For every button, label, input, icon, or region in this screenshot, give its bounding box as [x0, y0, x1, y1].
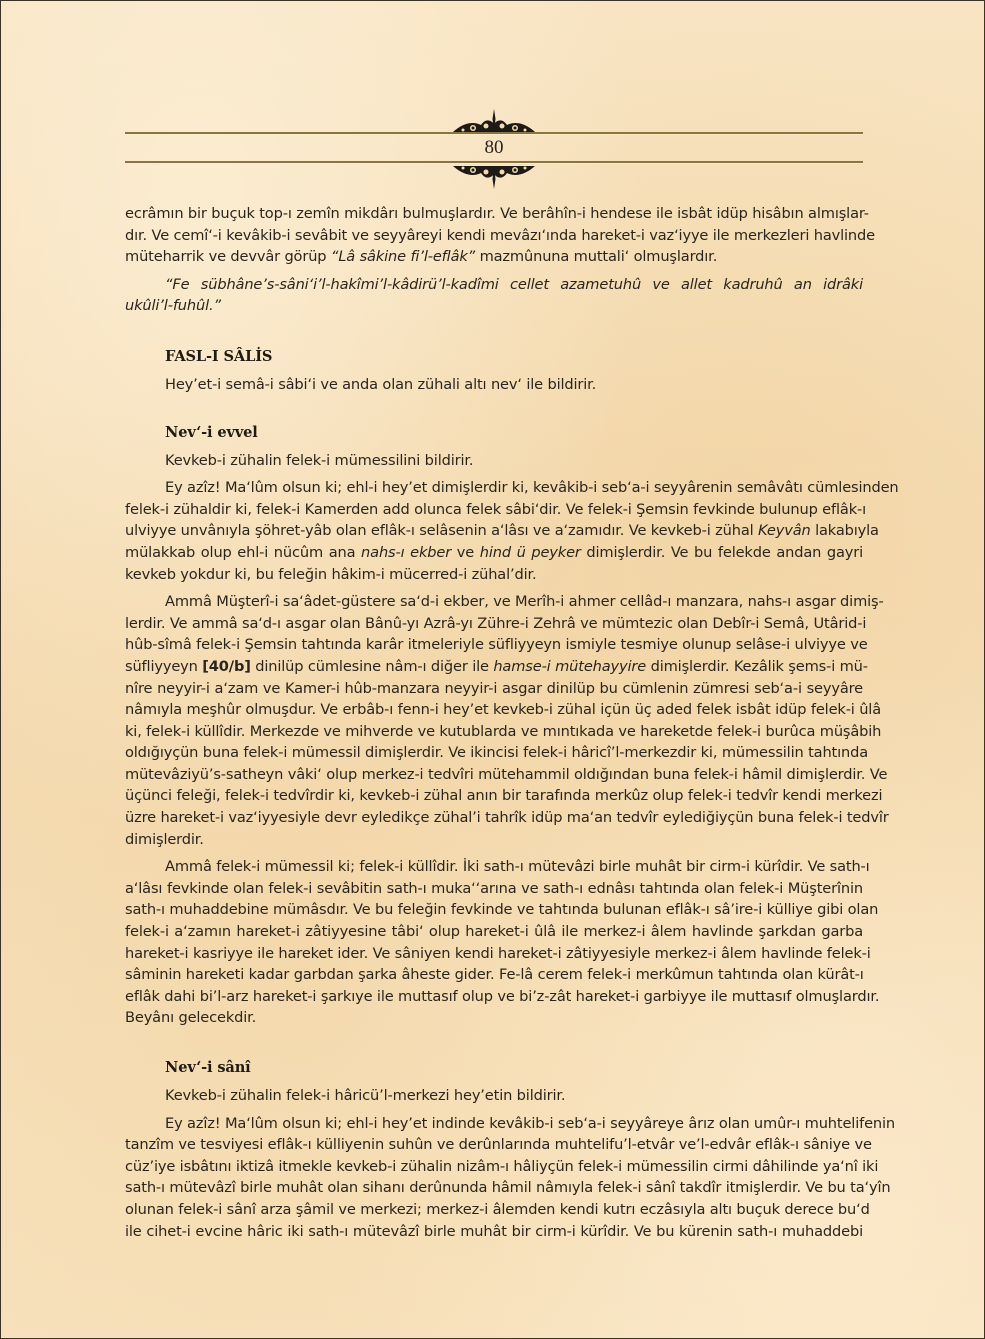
text-line [125, 520, 879, 542]
italic-quote: “Lâ sâkine fi’l-eflâk” [330, 248, 476, 266]
text-line: Ey azîz! Ma‘lûm olsun ki; ehl-i hey’et indinde kevâkib-i seb‘a-i seyyâreye ârız olan umûr-ı muhtelifenin [165, 1114, 896, 1132]
text-run: ulviyye unvânıyla şöhret-yâb olan eflâk-ı selâsenin a‘lâsı ve a‘zamıdır. Ve kevkeb-i zühal [125, 522, 759, 540]
text-run: dinilüp cümlesine nâm-ı diğer ile [250, 657, 494, 675]
text-line: “Fe sübhâne’s-sâni‘i’l-hakîmi’l-kâdirü’l-kadîmi cellet azametuhû ve allet kadruhû an idrâki [165, 275, 863, 293]
quote-paragraph [125, 274, 863, 317]
text-run: ve [451, 543, 480, 561]
text-run: müteharrik ve devvâr görüp [125, 248, 331, 266]
text-run: mülakkab olup ehl-i nücûm ana [125, 543, 362, 561]
italic-term: Keyvân [758, 522, 811, 540]
text-line [125, 656, 868, 678]
text-line: sath-ı muhaddebine mümâsdır. Ve bu feleğin fevkinde ve tahtında bulunan eflâk-ı sâ’ire-i külliye gibi olan [125, 901, 879, 919]
text-line: cüz’iye isbâtını iktizâ itmekle kevkeb-i zühalin nizâm-ı hâliyçün felek-i mümessilin cirmi dâhilinde ya‘nî iki [125, 1157, 879, 1175]
text-line: Ey azîz! Ma‘lûm olsun ki; ehl-i hey’et dimişlerdir ki, kevâkib-i seb‘a-i seyyârenin semâvâtı cümlesinden [165, 479, 899, 497]
text-line: hûb-sîmâ felek-i Şemsin tahtında karâr itmeleriyle süfliyyeyn ismiyle tesmiye olunup selâse-i ulviyye ve [125, 636, 868, 654]
text-line: eflâk dahi bi’l-arz hareket-i şarkıye ile muttasıf olup ve bi’z-zât hareket-i garbiyye ile muttasıf olmuşlardır. [125, 987, 880, 1005]
subsection-title-nev1: Nev‘-i evvel [165, 423, 258, 441]
text-line: ecrâmın bir buçuk top-ı zemîn mikdârı bulmuşlardır. Ve berâhîn-i hendese ile isbât idüp hisâbın almışlar- [125, 205, 869, 222]
text-line [125, 542, 863, 564]
text-run: lakabıyla [810, 522, 879, 540]
text-line: dır. Ve cemî‘-i kevâkib-i sevâbit ve seyyâreyi kendi mevâzı‘ında hareket-i vaz‘iyye ile merkezleri havlinde [125, 226, 875, 244]
text-line: kevkeb yokdur ki, bu feleğin hâkim-i mücerred-i zühal’dir. [125, 565, 537, 583]
text-line: ile cihet-i evcine hâric iki sath-ı mütevâzî birle muhât bir cirm-i kürîdir. Ve bu kürenin sath-ı muhaddebi [125, 1222, 863, 1240]
text-line: sath-ı mütevâzî birle muhât olan sihanı derûnunda hâmil nâmıyla felek-i sânî takdîr itmişlerdir. Ve bu ta‘yîn [125, 1179, 891, 1197]
text-line: a‘lâsı fevkinde olan felek-i sevâbitin sath-ı muka‘‘arına ve sath-ı ednâsı tahtında olan felek-i Müşterînin [125, 879, 863, 897]
text-run: süfliyyeyn [125, 657, 203, 675]
subsection-title-nev2: Nev‘-i sânî [165, 1059, 251, 1076]
text-line: felek-i zühaldir ki, felek-i Kamerden add olunca felek sâbi‘dir. Ve felek-i Şemsin fevkinde bulunup eflâk-ı [125, 500, 867, 518]
italic-term: hamse-i mütehayyire [493, 657, 647, 675]
paragraph [125, 591, 889, 850]
section-intro: Hey’et-i semâ-i sâbi‘i ve anda olan zühali altı nev‘ ile bildirir. [165, 375, 597, 393]
subsection-subtitle: Kevkeb-i zühalin felek-i hâricü’l-merkezi hey’etin bildirir. [165, 1087, 566, 1104]
paragraph [125, 856, 880, 1029]
text-line: nîre neyyir-i a‘zam ve Kamer-i hûb-manzara neyyir-i asgar dinilüp bu cümlenin zümresi seb‘a-i seyyâre [125, 679, 863, 697]
text-line: oldığıyçün buna felek-i mümessil dimişlerdir. Ve ikincisi felek-i hâricî’l-merkezdir ki, mümessilin tahtında [125, 744, 869, 762]
text-line: Ammâ Müşterî-i sa‘âdet-güstere sa‘d-i ekber, ve Merîh-i ahmer cellâd-ı manzara, nahs-ı asgar dimiş- [165, 593, 884, 611]
text-line: hareket-i kasriyye ile hareket ider. Ve sâniyen kendi hareket-i zâtiyyesiyle merkez-i âlem havlinde felek-i [125, 944, 871, 962]
page-body [125, 203, 899, 1242]
text-line: Ammâ felek-i mümessil ki; felek-i küllîdir. İki sath-ı mütevâzi birle muhât bir cirm-i kürîdir. Ve sath-ı [165, 858, 870, 876]
text-line: dimişlerdir. [125, 830, 204, 848]
text-line: ki, felek-i küllîdir. Merkezde ve mihverde ve kutublarda ve mıntıkada ve hareketde felek-i burûca müşâbih [125, 722, 882, 740]
paragraph [125, 477, 899, 585]
italic-term: nahs-ı ekber [361, 543, 452, 561]
text-line: Beyânı gelecekdir. [125, 1009, 257, 1027]
text-line: üzre hareket-i vaz‘iyyesiyle devr eyledikçe zühal’i tahrîk idüp ma‘an tedvîr eylediğiyçün buna felek-i tedvîr [125, 809, 889, 827]
text-run: dimişlerdir. Kezâlik şems-i mü- [646, 657, 868, 675]
text-line: mütevâziyü’s-satheyn vâki‘ olup merkez-i tedvîri mütehammil oldığından buna felek-i hâmil dimişlerdir. Ve [125, 765, 888, 783]
page-number: 80 [484, 137, 504, 158]
ornament-bottom-icon [449, 161, 539, 189]
text-line [125, 246, 863, 268]
text-run: dimişlerdir. Ve bu felekde andan gayri [580, 543, 864, 561]
header-rule-top [125, 132, 863, 134]
text-line: tanzîm ve tesviyesi eflâk-ı külliyenin suhûn ve derûnlarında muhtelifu’l-etvâr ve’l-edvâr eflâk-ı sâniye ve [125, 1136, 872, 1154]
paragraph-continuation [125, 203, 875, 268]
text-line: olunan felek-i sânî arza şâmil ve merkezi; merkez-i âlemden kendi kutrı eczâsıyla altı buçuk derece bu‘d [125, 1200, 870, 1218]
text-line: sâminin hareketi kadar garbdan şarka âheste gider. Fe-lâ cerem felek-i merkûmun tahtında olan kürât-ı [125, 966, 864, 984]
italic-term: hind ü peyker [479, 543, 581, 561]
text-line: ukûli’l-fuhûl.” [125, 297, 221, 315]
text-line: felek-i a‘zamın hareket-i zâtiyyesine tâbi‘ olup hareket-i ûlâ ile merkez-i âlem havlinde şarkdan garba [125, 923, 863, 941]
section-title: FASL-I SÂLİS [165, 347, 273, 365]
text-line: üçünci feleği, felek-i tedvîrdir ki, kevkeb-i zühal anın bir tarafında merkûz olup felek-i tedvîr kendi merkezi [125, 787, 883, 805]
text-line: lerdir. Ve ammâ sa‘d-ı asgar olan Bânû-yı Azrâ-yı Zühre-i Zehrâ ve mümtezic olan Debîr-i Semâ, Utârid-i [125, 614, 867, 632]
subsection-subtitle: Kevkeb-i zühalin felek-i mümessilini bildirir. [165, 451, 474, 469]
text-line: nâmıyla meşhûr olmuşdur. Ve erbâb-ı fenn-i hey’et kevkeb-i zühal içün üç aded felek isbât idüp felek-i ûlâ [125, 701, 882, 719]
text-run: mazmûnuna muttali‘ olmuşlardır. [475, 248, 718, 266]
page-header [125, 109, 863, 187]
paragraph [125, 1113, 896, 1243]
folio-marker: [40/b] [202, 657, 251, 675]
